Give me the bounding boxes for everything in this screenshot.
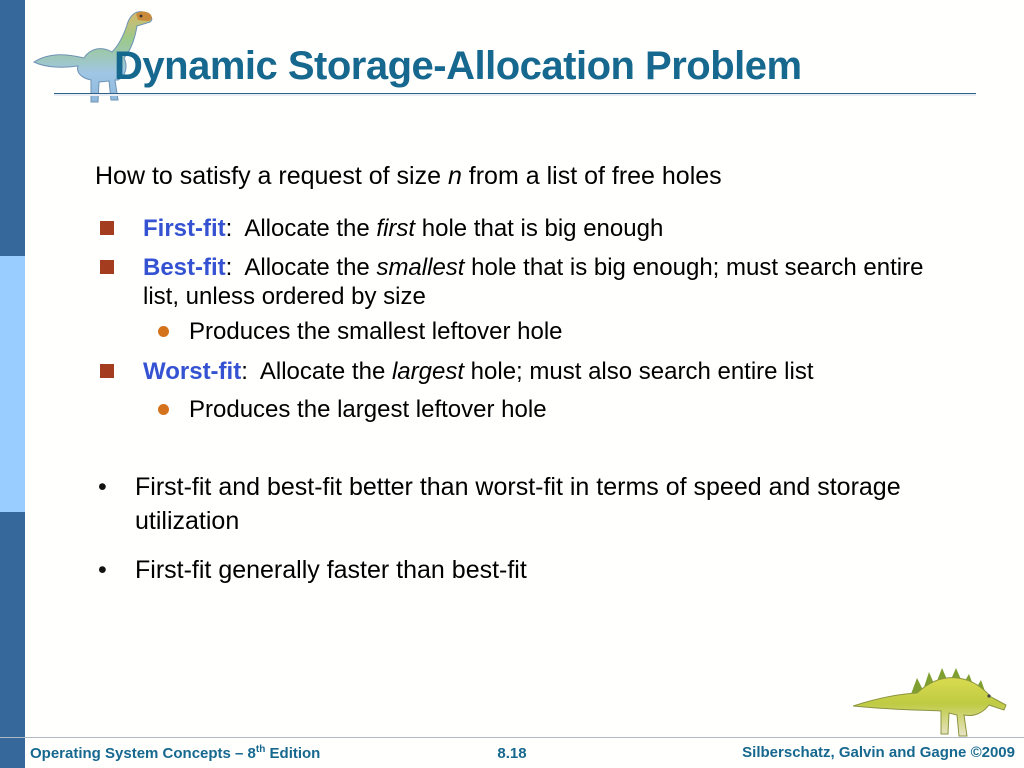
sidebar-color-bands [0, 0, 25, 768]
dot-bullet-icon: • [98, 556, 107, 584]
list-item-text [143, 253, 953, 311]
footer-book-pre: Operating System Concepts – 8 [30, 745, 256, 762]
keyword-best-fit: Best-fit [143, 254, 226, 281]
slide-number: 8.18 [497, 745, 527, 762]
item-italic: first [376, 215, 416, 242]
title-underline [54, 93, 976, 96]
item-mid: : Allocate the [225, 215, 377, 242]
sub-item-text: Produces the smallest leftover hole [189, 318, 563, 345]
footer-book-post: Edition [265, 745, 321, 762]
footer-divider [0, 737, 1024, 738]
note-text: First-fit generally faster than best-fit [135, 556, 527, 584]
list-item-text [143, 214, 953, 243]
note-text: First-fit and best-fit better than worst-fit in terms of speed and storage utilization [135, 473, 908, 535]
sidebar-band-dark-top [0, 0, 25, 256]
square-bullet-icon [100, 364, 114, 378]
sidebar-band-light-middle [0, 256, 25, 512]
list-item-best-fit [100, 253, 953, 311]
item-post: hole; must also search entire list [464, 358, 814, 385]
footer-book-sup: th [255, 744, 266, 755]
item-post: hole that is big enough [415, 215, 664, 242]
item-mid: : Allocate the [241, 358, 392, 385]
intro-italic-n: n [447, 162, 462, 190]
item-italic: largest [391, 358, 465, 385]
intro-post: from a list of free holes [461, 162, 722, 190]
list-item-text [143, 357, 953, 386]
sub-item-largest-hole [158, 395, 999, 424]
circle-bullet-icon [158, 404, 169, 415]
keyword-first-fit: First-fit [143, 215, 226, 242]
intro-line [95, 162, 722, 191]
square-bullet-icon [100, 260, 114, 274]
square-bullet-icon [100, 221, 114, 235]
item-italic: smallest [376, 254, 465, 281]
note-first-fit-faster [98, 553, 947, 587]
circle-bullet-icon [158, 326, 169, 337]
intro-pre: How to satisfy a request of size [95, 162, 448, 190]
footer-credit: Silberschatz, Galvin and Gagne ©2009 [742, 744, 1015, 761]
sub-item-text: Produces the largest leftover hole [189, 396, 547, 423]
sidebar-band-dark-bottom [0, 512, 25, 768]
list-item-first-fit [100, 214, 953, 243]
item-mid: : Allocate the [225, 254, 377, 281]
dot-bullet-icon: • [98, 473, 107, 501]
sub-item-smallest-hole [158, 317, 999, 346]
list-item-worst-fit [100, 357, 953, 386]
keyword-worst-fit: Worst-fit [143, 358, 242, 385]
page-title: Dynamic Storage-Allocation Problem [114, 44, 802, 88]
item-post: hole that is big enough; must search entire list, unless ordered by size [143, 254, 931, 310]
note-speed-storage [98, 470, 947, 538]
dinosaur-footer-icon [853, 644, 1013, 741]
